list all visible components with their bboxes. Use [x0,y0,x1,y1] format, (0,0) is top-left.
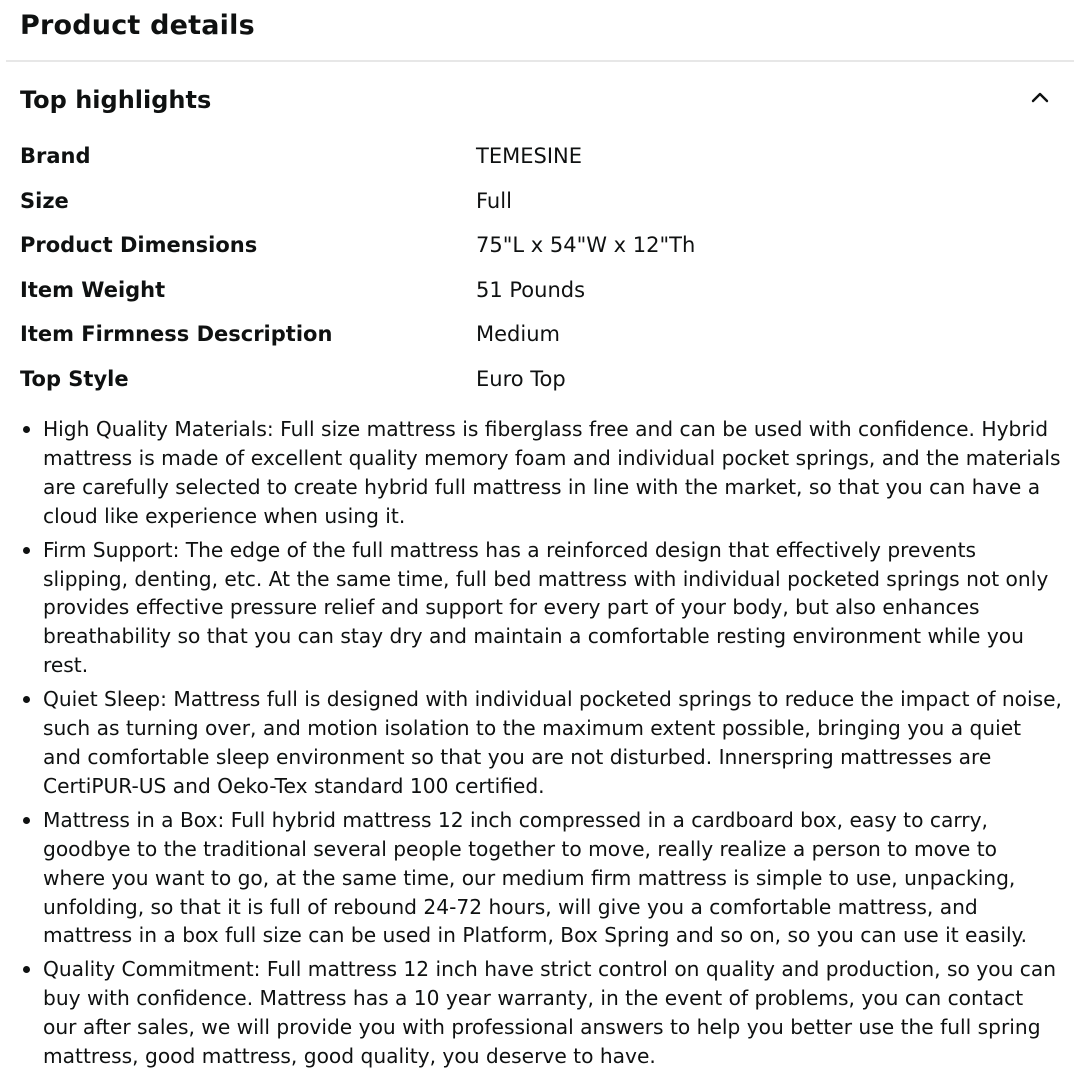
bullet-icon [23,426,30,433]
spec-value: Full [476,188,512,213]
spec-label: Item Firmness Description [20,322,333,347]
list-item [20,685,1062,801]
list-item [20,955,1062,1071]
spec-label: Size [20,188,69,213]
spec-value: Euro Top [476,366,566,391]
highlights-list [20,415,1062,1076]
bullet-text: Mattress in a Box: Full hybrid mattress 12 inch compressed in a cardboard box, easy to carry, goodbye to the traditional several people together to move, really realize a person to move to where you want to go, at the same time, our medium firm mattress is simple to use, unpacking, unfolding, so that it is full of rebound 24-72 hours, will give you a comfortable mattress, and mattress in a box full size can be used in Platform, Box Spring and so on, so you can use it easily. [43,807,1028,948]
chevron-up-icon[interactable] [1031,90,1049,104]
list-item [20,415,1062,531]
spec-value: Medium [476,322,560,347]
bullet-text: Quiet Sleep: Mattress full is designed with individual pocketed springs to reduce the impact of noise, such as turning over, and motion isolation to the maximum extent possible, bringing you a quiet and comfortable sleep environment so that you are not disturbed. Innerspring mattresses are CertiPUR-US and Oeko-Tex standard 100 certified. [43,687,1062,798]
bullet-text: Firm Support: The edge of the full mattress has a reinforced design that effectively prevents slipping, denting, etc. At the same time, full bed mattress with individual pocketed springs not only provides effective pressure relief and support for every part of your body, but also enhances breathability so that you can stay dry and maintain a comfortable resting environment while you rest. [43,537,1049,678]
top-highlights-toggle[interactable] [0,80,1080,122]
spec-label: Top Style [20,366,129,391]
spec-value: 75"L x 54"W x 12"Th [476,233,696,258]
bullet-icon [23,547,30,554]
spec-row-brand [20,140,1060,185]
spec-row-top-style [20,363,1060,408]
page-title: Product details [20,10,255,41]
spec-row-product-dimensions [20,229,1060,274]
spec-value: TEMESINE [476,144,582,168]
spec-label: Item Weight [20,277,166,302]
list-item [20,806,1062,951]
bullet-text: Quality Commitment: Full mattress 12 inch have strict control on quality and production, so you can buy with confidence. Mattress has a 10 year warranty, in the event of problems, you can contact our after sales, we will provide you with professional answers to help you better use the full spring mattress, good mattress, good quality, you deserve to have. [43,957,1057,1069]
spec-row-item-firmness [20,318,1060,363]
spec-label: Product Dimensions [20,233,258,258]
spec-row-size [20,185,1060,230]
bullet-icon [23,817,30,824]
bullet-icon [23,696,30,703]
section-title: Top highlights [20,86,212,114]
spec-label: Brand [20,144,91,168]
bullet-icon [23,966,30,973]
bullet-text: High Quality Materials: Full size mattress is fiberglass free and can be used with confidence. Hybrid mattress is made of excellent quality memory foam and individual pocket springs, and the materials are carefully selected to create hybrid full mattress in line with the market, so that you can have a cloud like experience when using it. [43,417,1061,528]
specs-table [20,140,1060,408]
spec-value: 51 Pounds [476,277,586,302]
spec-row-item-weight [20,274,1060,319]
list-item [20,536,1062,681]
section-divider [6,60,1074,62]
